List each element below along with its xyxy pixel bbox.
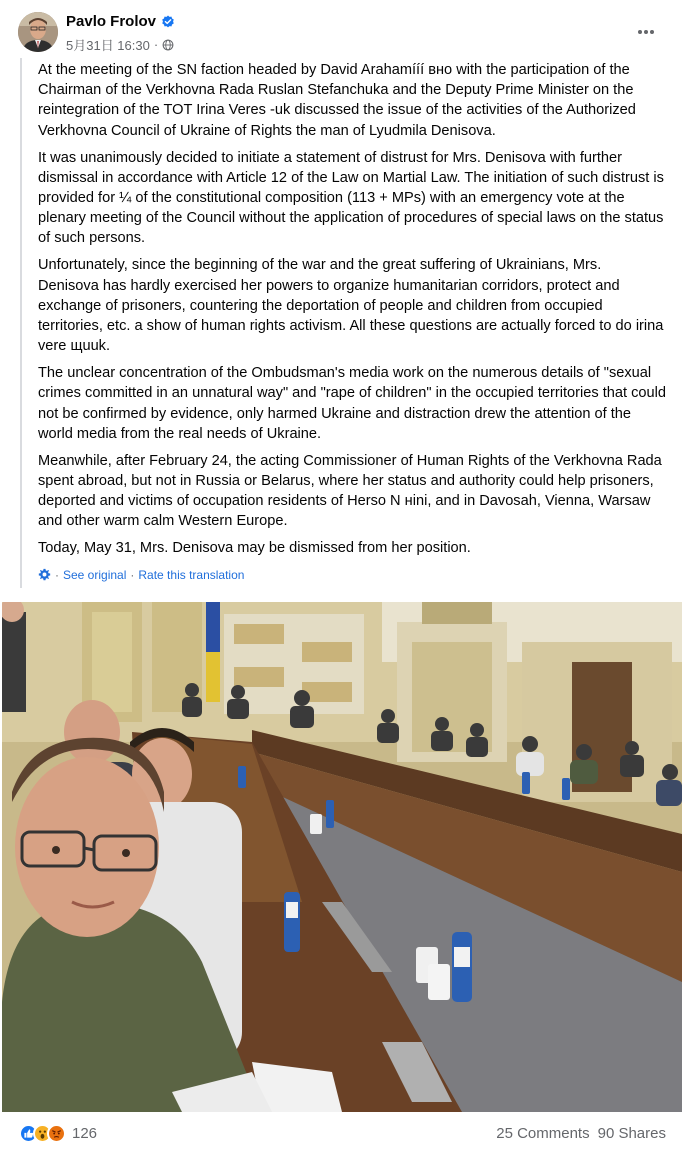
see-original-link[interactable]: See original <box>63 567 127 582</box>
engagement-counts <box>496 1125 666 1142</box>
author-name[interactable] <box>66 13 175 30</box>
translation-bar <box>38 568 666 582</box>
globe-icon[interactable] <box>162 39 174 51</box>
post-footer <box>0 1114 684 1154</box>
post-paragraph: Meanwhile, after February 24, the acting Commissioner of Human Rights of the Verkhovna Rada spent abroad, but not in Russia or Belarus, where her status and authority could help prisoners, deported and victims of occupation residents of Herso N нini, and in Davosah, Vienna, Warsaw and other warm calm Western Europe. <box>38 452 662 530</box>
reactions-summary[interactable] <box>19 1124 97 1143</box>
avatar[interactable] <box>18 12 58 52</box>
more-options-button[interactable] <box>634 20 658 44</box>
post-photo[interactable] <box>2 602 682 1112</box>
ellipsis-icon <box>637 29 655 35</box>
rate-translation-link[interactable]: Rate this translation <box>138 567 245 582</box>
verified-badge-icon <box>161 15 175 29</box>
meta-separator: · <box>153 37 159 52</box>
post-paragraph: It was unanimously decided to initiate a statement of distrust for Mrs. Denisova with further dismissal in accordance with Article 12 of the Law on Martial Law. The initiation of such distrust is provided for ¼ of the constitutional composition (113 + MPs) with an emergency vote at the plenary meeting of the Council without the application of procedures of special laws on the status of such persons. <box>38 149 664 247</box>
meeting-room-photo <box>2 602 682 1112</box>
angry-icon <box>47 1124 66 1143</box>
translation-separator: · <box>130 567 135 582</box>
gear-icon[interactable] <box>38 568 51 581</box>
shares-count-link[interactable]: 90 Shares <box>597 1125 666 1142</box>
post-text <box>20 58 668 588</box>
post-timestamp[interactable]: 5月31日 16:30 <box>66 38 150 53</box>
post-meta <box>66 35 174 54</box>
post-paragraph: Unfortunately, since the beginning of the war and the great suffering of Ukrainians, Mrs. Denisova has hardly exercised her powers to organize humanitarian corridors, protect and exchange of prisoners, countering the deportation of people and children from occupied territories, etc. a show of human rights activism. All these questions are actually forced to do irina vere щuuk. <box>38 257 664 355</box>
translation-separator: · <box>55 567 59 582</box>
reaction-count: 126 <box>72 1125 98 1142</box>
comments-count-link[interactable]: 25 Comments <box>496 1125 590 1142</box>
post-paragraph: The unclear concentration of the Ombudsman's media work on the numerous details of "sexual crimes committed in an unnatural way" and "rape of children" in the occupied territories that could not be confirmed by evidence, only harmed Ukraine and distraction drew the attention of the world media from the real needs of Ukraine. <box>38 365 666 442</box>
post-paragraph: Today, May 31, Mrs. Denisova may be dismissed from her position. <box>38 540 471 557</box>
author-name-label: Pavlo Frolov <box>66 13 157 30</box>
post-header <box>18 12 668 54</box>
post-paragraph: At the meeting of the SN faction headed by David Arahamííí вно with the participation of the Chairman of the Verkhovna Rada Ruslan Stefanchuka and the Deputy Prime Minister on the reintegration of the TOT Irina Veres -uk discussed the issue of the activities of the Authorized Verkhovna Council of Ukraine of Rights the man of Lyudmila Denisova. <box>38 62 636 139</box>
